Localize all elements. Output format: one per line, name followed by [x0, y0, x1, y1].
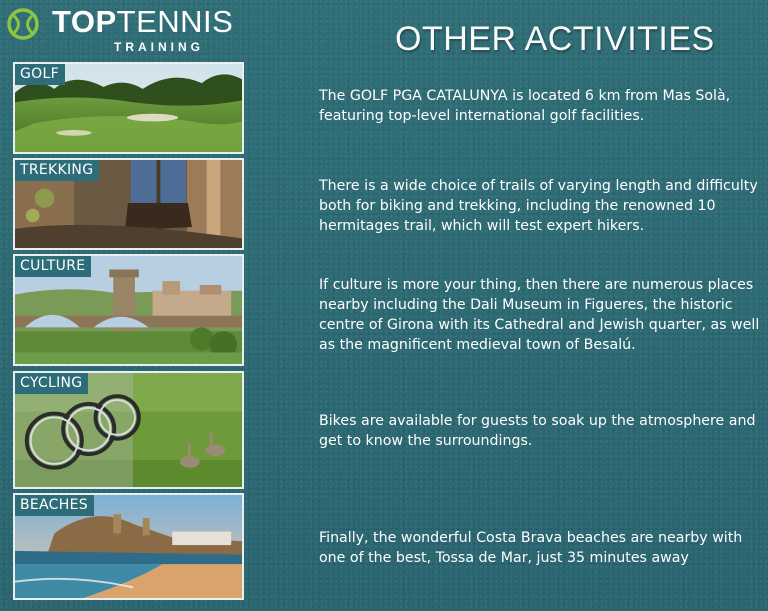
activity-label-trekking: TREKKING: [15, 160, 99, 181]
activity-text-beaches: Finally, the wonderful Costa Brava beaches are nearby with one of the best, Tossa de Mar, just 35 minutes away: [319, 530, 743, 566]
activity-label-golf: GOLF: [15, 64, 65, 85]
activity-text-trekking: There is a wide choice of trails of varying length and difficulty both for biking and trekking, including the renowned 10 hermitages trail, which will test expert hikers.: [319, 178, 758, 234]
activity-card-trekking: [13, 158, 244, 250]
activity-card-golf: [13, 62, 244, 154]
activity-label-cycling: CYCLING: [15, 373, 88, 394]
activity-card-cycling: [13, 371, 244, 489]
activity-text-cycling: Bikes are available for guests to soak up the atmosphere and get to know the surroundings.: [319, 413, 756, 449]
page-title: OTHER ACTIVITIES: [395, 20, 715, 58]
activity-text-culture: If culture is more your thing, then there are numerous places nearby including the Dali Museum in Figueres, the historic centre of Girona with its Cathedral and Jewish quarter, as well as the magnificent medieval town of Besalú.: [319, 277, 760, 353]
activity-card-beaches: [13, 493, 244, 600]
brand-name-light: TENNIS: [116, 4, 234, 39]
brand-name-bold: TOP: [52, 4, 117, 39]
tennis-ball-icon: [6, 7, 40, 41]
brand-name: [52, 4, 233, 40]
brand-logo: [6, 4, 256, 54]
activity-label-beaches: BEACHES: [15, 495, 94, 516]
activity-text-golf: The GOLF PGA CATALUNYA is located 6 km from Mas Solà, featuring top-level international golf facilities.: [319, 88, 731, 124]
activity-card-culture: [13, 254, 244, 366]
activity-label-culture: CULTURE: [15, 256, 91, 277]
brand-subtitle: TRAINING: [114, 40, 204, 54]
